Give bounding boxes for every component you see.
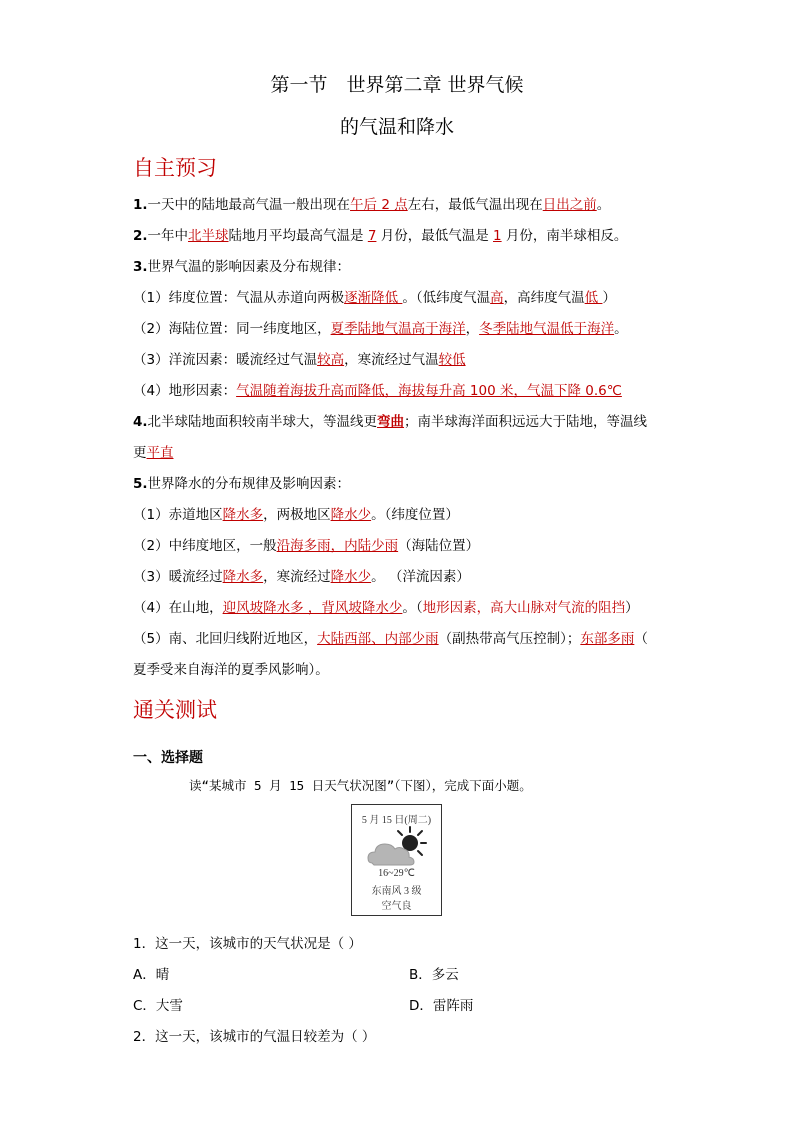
answer-blank: 低 <box>584 290 603 306</box>
answer-blank: 弯曲 <box>377 414 405 430</box>
answer-blank: 沿海多雨，内陆少雨 <box>276 538 399 554</box>
preview-q5-3: （3）暖流经过降水多，寒流经过降水少。 （洋流因素） <box>133 569 470 585</box>
preview-q4: 4.北半球陆地面积较南半球大，等温线更弯曲；南半球海洋面积远远大于陆地，等温线 <box>133 414 648 430</box>
answer-blank: 夏季陆地气温高于海洋 <box>330 321 466 337</box>
answer-blank: 北半球 <box>188 228 229 244</box>
preview-q5-2: （2）中纬度地区，一般沿海多雨，内陆少雨（海陆位置） <box>133 538 480 554</box>
preview-q3: 3.世界气温的影响因素及分布规律： <box>133 259 351 275</box>
answer-blank: 气温随着海拔升高而降低，海拔每升高 100 米，气温下降 0.6℃ <box>236 383 622 399</box>
weather-air-quality: 空气良 <box>381 901 412 912</box>
preview-q5-1: （1）赤道地区降水多，两极地区降水少。（纬度位置） <box>133 507 459 523</box>
answer-blank: 1 <box>493 228 502 244</box>
answer-blank: 降水多 <box>222 507 264 523</box>
answer-blank: 降水少 <box>330 569 372 585</box>
answer-blank: 日出之前 <box>542 197 597 213</box>
weather-temperature: 16~29℃ <box>378 868 415 879</box>
preview-q5-4: （4）在山地，迎风坡降水多 ，背风坡降水少。（地形因素，高大山脉对气流的阻挡） <box>133 600 639 616</box>
preview-q1: 1.一天中的陆地最高气温一般出现在午后 2 点左右，最低气温出现在日出之前。 <box>133 197 611 213</box>
answer-blank: 迎风坡降水多 ，背风坡降水少 <box>222 600 403 616</box>
answer-blank: 平直 <box>146 445 174 461</box>
option-c: C．大雪 <box>133 998 183 1014</box>
answer-blank: 降水少 <box>330 507 372 523</box>
answer-blank: 东部多雨 <box>580 631 635 647</box>
page-title-line2: 的气温和降水 <box>339 116 454 138</box>
preview-q2: 2.一年中北半球陆地月平均最高气温是 7 月份，最低气温是 1 月份，南半球相反。 <box>133 228 628 244</box>
option-a: A．晴 <box>133 967 170 983</box>
answer-blank: 较高 <box>317 352 345 368</box>
answer-blank: 较低 <box>438 352 466 368</box>
option-d: D．雷阵雨 <box>409 998 474 1014</box>
answer-blank: 午后 2 点 <box>350 197 408 213</box>
option-b: B．多云 <box>409 967 459 983</box>
answer-blank: 高 <box>490 290 504 306</box>
preview-q5-5: （5）南、北回归线附近地区，大陆西部、内部少雨（副热带高气压控制）；东部多雨（ <box>133 631 648 647</box>
answer-blank: 7 <box>367 228 377 244</box>
partly-cloudy-icon <box>366 825 428 869</box>
answer-blank: 冬季陆地气温低于海洋 <box>479 321 615 337</box>
preview-q5: 5.世界降水的分布规律及影响因素： <box>133 476 351 492</box>
test-q1: 1．这一天，该城市的天气状况是（ ） <box>133 936 362 952</box>
weather-card <box>351 804 442 916</box>
page-title-line1: 第一节 世界第二章 世界气候 <box>270 74 524 96</box>
preview-q3-2: （2）海陆位置：同一纬度地区，夏季陆地气温高于海洋，冬季陆地气温低于海洋。 <box>133 321 628 337</box>
answer-blank: 降水多 <box>222 569 264 585</box>
section-choice-questions: 一、选择题 <box>133 750 203 766</box>
preview-q3-4: （4）地形因素：气温随着海拔升高而降低，海拔每升高 100 米，气温下降 0.6℃ <box>133 383 622 399</box>
answer-blank: 逐渐降低 <box>344 290 403 306</box>
weather-date: 5 月 15 日(周二) <box>361 815 432 826</box>
preview-q3-3: （3）洋流因素：暖流经过气温较高，寒流经过气温较低 <box>133 352 466 368</box>
weather-wind: 东南风 3 级 <box>371 886 422 897</box>
test-q2: 2．这一天，该城市的气温日较差为（ ） <box>133 1029 376 1045</box>
question-intro: 读“某城市 5 月 15 日天气状况图”（下图），完成下面小题。 <box>189 778 532 793</box>
preview-q3-1: （1）纬度位置：气温从赤道向两极逐渐降低 。（低纬度气温高，高纬度气温低 ） <box>133 290 616 306</box>
preview-q5-5-cont: 夏季受来自海洋的夏季风影响）。 <box>133 662 329 678</box>
section-heading-preview: 自主预习 <box>133 156 217 180</box>
answer-blank: 大陆西部、内部少雨 <box>317 631 439 647</box>
preview-q4-cont: 更平直 <box>133 445 174 461</box>
section-heading-test: 通关测试 <box>133 698 217 722</box>
